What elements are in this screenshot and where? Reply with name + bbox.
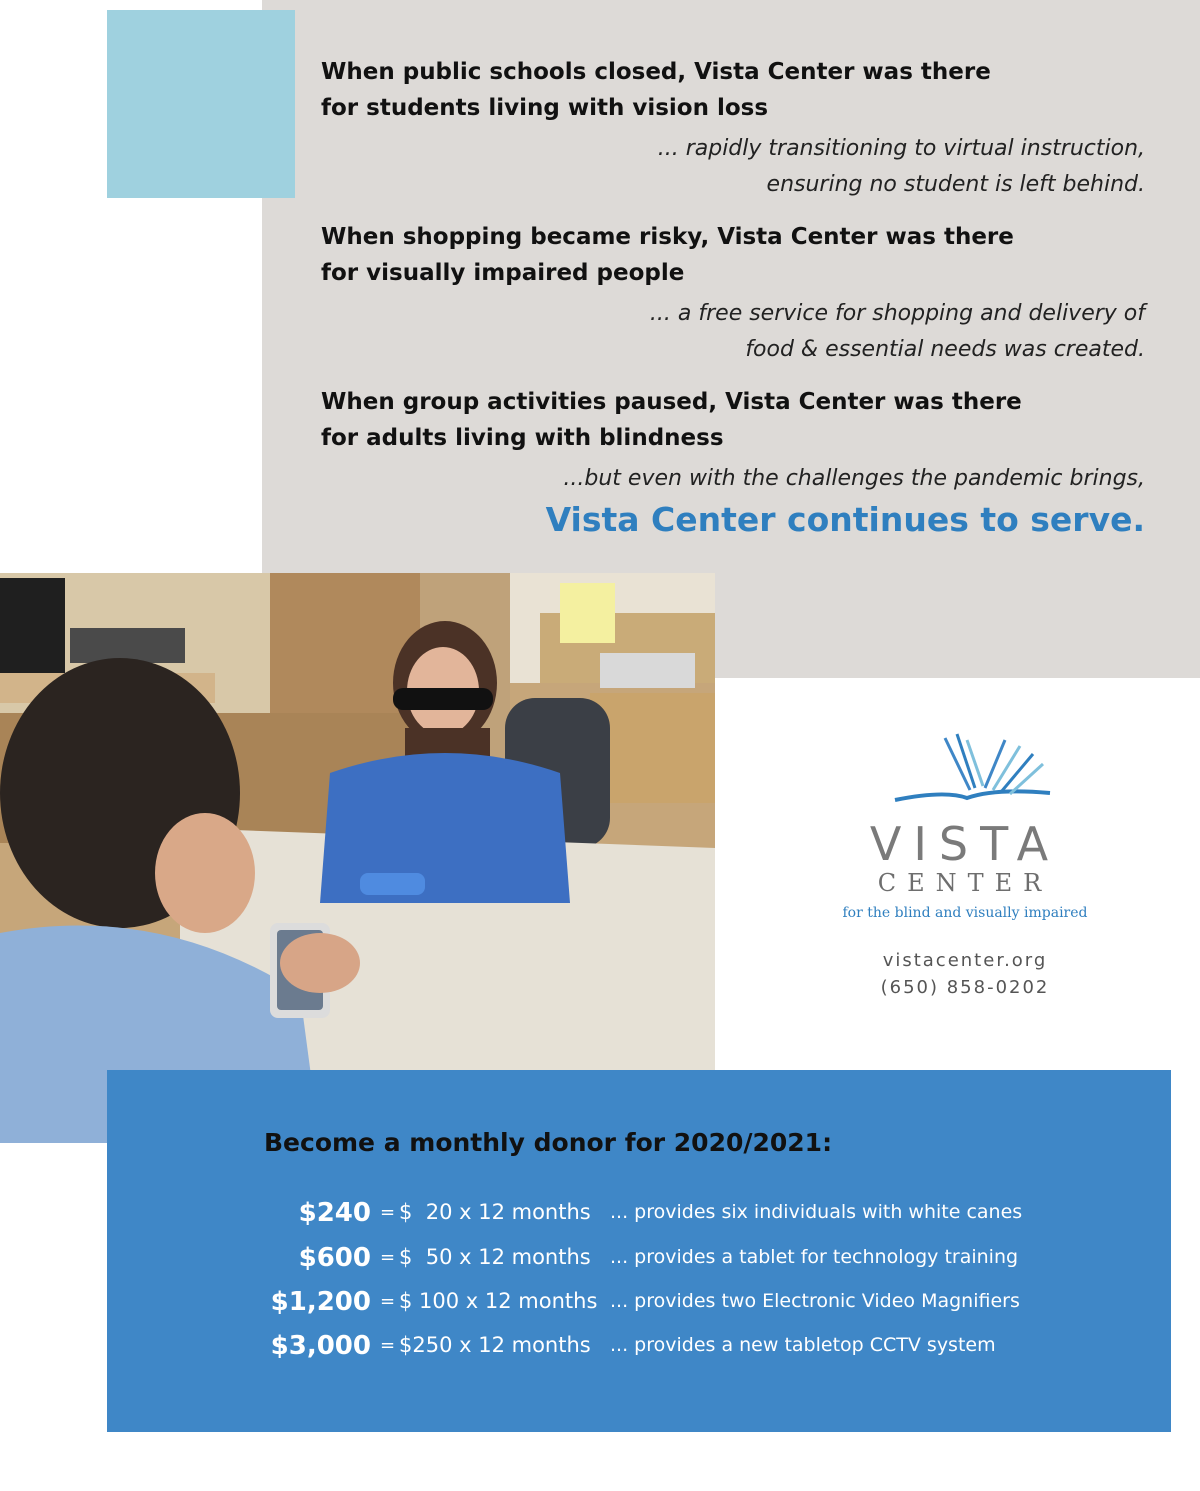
tier-amount: $1,200	[270, 1287, 371, 1317]
tier-equals: =	[380, 1202, 396, 1223]
tier-calculation: $ 20 x 12 months	[399, 1200, 591, 1224]
vista-center-logo	[840, 730, 1090, 921]
detail-line: ... rapidly transitioning to virtual instruction,	[657, 136, 1145, 161]
detail-line: food & essential needs was created.	[745, 337, 1145, 362]
story-headline	[321, 219, 1081, 291]
logo-subtitle: for the blind and visually impaired	[842, 905, 1088, 921]
headline-line: for visually impaired people	[321, 260, 685, 286]
headline-line: When group activities paused, Vista Center was there	[321, 389, 1022, 415]
logo-name-line1: VISTA	[869, 817, 1061, 871]
story-detail	[445, 131, 1145, 203]
tier-equals: =	[380, 1247, 396, 1268]
headline-line: for students living with vision loss	[321, 95, 769, 121]
contact-info	[840, 947, 1090, 1001]
tier-calculation: $250 x 12 months	[399, 1333, 591, 1357]
story-headline	[321, 384, 1081, 456]
donation-tier	[0, 1287, 1200, 1327]
tier-equals: =	[380, 1335, 396, 1356]
photo-illustration	[0, 573, 715, 1143]
tier-amount: $240	[298, 1198, 371, 1228]
tier-calculation: $ 50 x 12 months	[399, 1245, 591, 1269]
phone-number: (650) 858-0202	[880, 977, 1050, 998]
detail-line: ensuring no student is left behind.	[766, 172, 1145, 197]
story-detail	[445, 296, 1145, 368]
tier-calculation: $ 100 x 12 months	[399, 1289, 598, 1313]
headline-line: When public schools closed, Vista Center was there	[321, 59, 991, 85]
donation-tier	[0, 1198, 1200, 1238]
tier-description: ... provides a new tabletop CCTV system	[610, 1334, 996, 1356]
donation-tier	[0, 1243, 1200, 1283]
headline-line: for adults living with blindness	[321, 425, 724, 451]
tier-description: ... provides two Electronic Video Magnifiers	[610, 1290, 1020, 1312]
tier-amount: $600	[298, 1243, 371, 1273]
tier-description: ... provides six individuals with white canes	[610, 1201, 1023, 1223]
tier-description: ... provides a tablet for technology training	[610, 1246, 1019, 1268]
story-detail	[445, 461, 1145, 497]
website-link[interactable]: vistacenter.org	[882, 950, 1048, 971]
book-wave-icon	[875, 730, 1055, 805]
donation-tier	[0, 1331, 1200, 1371]
detail-line: ...but even with the challenges the pandemic brings,	[563, 466, 1145, 491]
donor-title: Become a monthly donor for 2020/2021:	[264, 1128, 833, 1157]
logo-name-line2: CENTER	[877, 869, 1053, 897]
story-headline	[321, 54, 1081, 126]
tier-amount: $3,000	[270, 1331, 371, 1361]
headline-line: When shopping became risky, Vista Center was there	[321, 224, 1014, 250]
tagline: Vista Center continues to serve.	[545, 500, 1145, 539]
teal-accent-square	[107, 10, 295, 198]
detail-line: ... a free service for shopping and delivery of	[649, 301, 1145, 326]
tier-equals: =	[380, 1291, 396, 1312]
office-photo	[0, 573, 715, 1143]
